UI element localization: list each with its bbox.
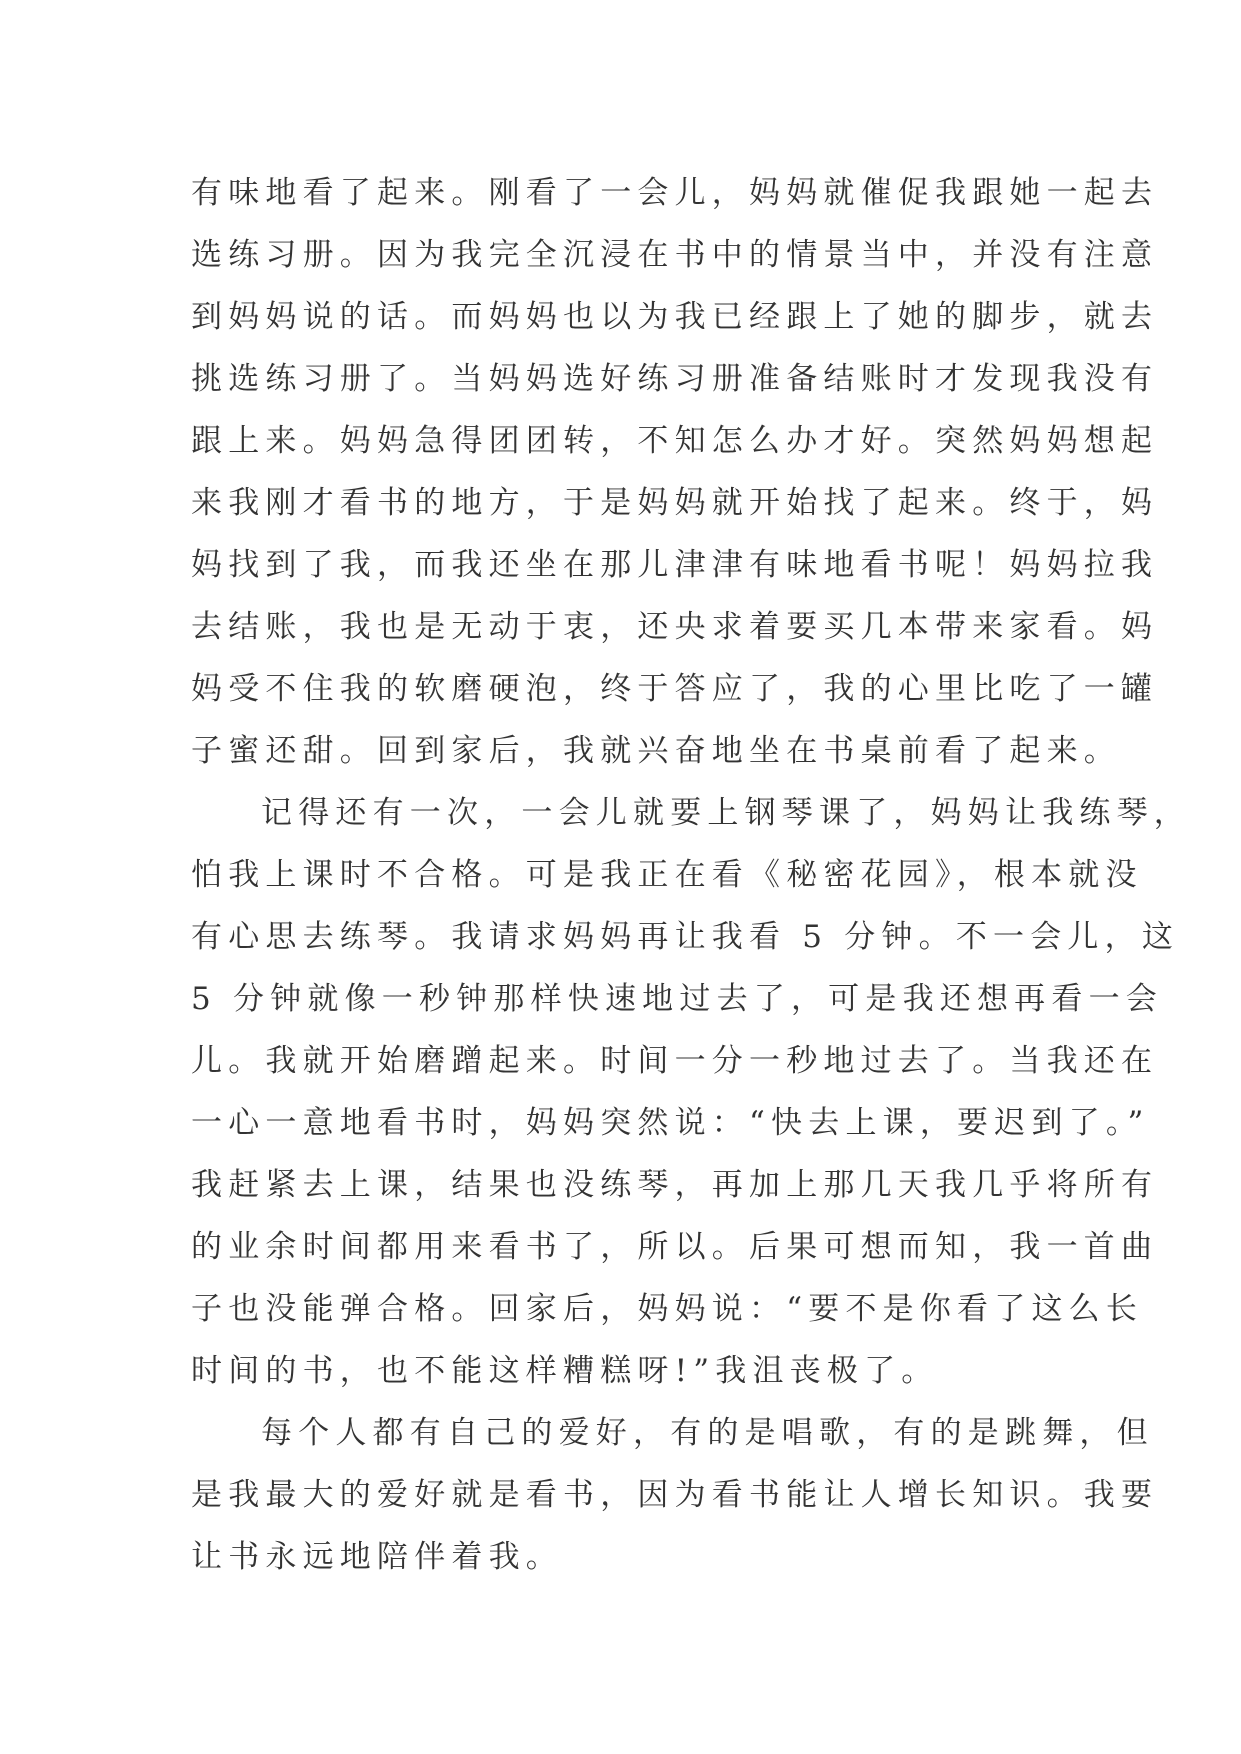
text-line: 子蜜还甜。回到家后，我就兴奋地坐在书桌前看了起来。	[191, 733, 1121, 769]
text-line: 我赶紧去上课，结果也没练琴，再加上那几天我几乎将所有	[191, 1167, 1159, 1203]
text-line: 每个人都有自己的爱好，有的是唱歌，有的是跳舞，但	[261, 1415, 1154, 1451]
text-line: 挑选练习册了。当妈妈选好练习册准备结账时才发现我没有	[191, 361, 1159, 397]
text-line: 子也没能弹合格。回家后，妈妈说：“要不是你看了这么长	[191, 1291, 1144, 1327]
text-line: 到妈妈说的话。而妈妈也以为我已经跟上了她的脚步，就去	[191, 299, 1159, 335]
paragraph-1	[191, 162, 1159, 782]
text-line: 选练习册。因为我完全沉浸在书中的情景当中，并没有注意	[191, 237, 1159, 273]
text-line: 有心思去练琴。我请求妈妈再让我看 5 分钟。不一会儿，这	[191, 919, 1180, 955]
text-line: 的业余时间都用来看书了，所以。后果可想而知，我一首曲	[191, 1229, 1159, 1265]
text-line: 一心一意地看书时，妈妈突然说：“快去上课，要迟到了。”	[191, 1105, 1150, 1141]
text-line: 儿。我就开始磨蹭起来。时间一分一秒地过去了。当我还在	[191, 1043, 1159, 1079]
text-line: 5 分钟就像一秒钟那样快速地过去了，可是我还想再看一会	[191, 981, 1163, 1017]
paragraph-3	[191, 1402, 1159, 1588]
text-line: 去结账，我也是无动于衷，还央求着要买几本带来家看。妈	[191, 609, 1159, 645]
text-line: 让书永远地陪伴着我。	[191, 1539, 563, 1575]
body-text	[191, 162, 1191, 1588]
text-line: 有味地看了起来。刚看了一会儿，妈妈就催促我跟她一起去	[191, 175, 1159, 211]
text-line: 来我刚才看书的地方，于是妈妈就开始找了起来。终于，妈	[191, 485, 1159, 521]
text-line: 跟上来。妈妈急得团团转，不知怎么办才好。突然妈妈想起	[191, 423, 1159, 459]
text-line: 记得还有一次，一会儿就要上钢琴课了，妈妈让我练琴，	[261, 795, 1191, 831]
paragraph-2	[191, 782, 1191, 1402]
text-line: 怕我上课时不合格。可是我正在看《秘密花园》，根本就没	[191, 857, 1143, 893]
text-line: 是我最大的爱好就是看书，因为看书能让人增长知识。我要	[191, 1477, 1159, 1513]
text-line: 妈受不住我的软磨硬泡，终于答应了，我的心里比吃了一罐	[191, 671, 1159, 707]
text-line: 妈找到了我，而我还坐在那儿津津有味地看书呢！妈妈拉我	[191, 547, 1159, 583]
text-line: 时间的书，也不能这样糟糕呀!”我沮丧极了。	[191, 1353, 939, 1389]
